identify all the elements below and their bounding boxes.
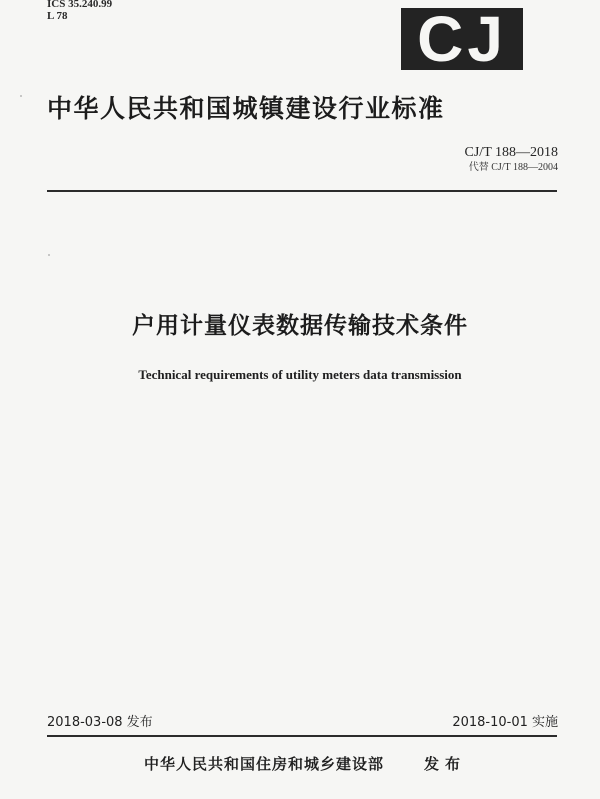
replaces-standard: 代替 CJ/T 188—2004: [468, 162, 558, 173]
standard-category-title: 中华人民共和国城镇建设行业标准: [47, 94, 445, 123]
standard-number: CJ/T 188—2018: [464, 145, 558, 160]
cj-logo: [401, 3, 523, 75]
ics-code: ICS 35.240.99: [47, 0, 113, 10]
issue-date: 2018-03-08 发布: [47, 715, 153, 730]
top-divider: [47, 190, 557, 192]
document-title-chinese: 户用计量仪表数据传输技术条件: [132, 313, 468, 339]
classification-code: L 78: [47, 10, 68, 22]
implementation-date: 2018-10-01 实施: [452, 715, 558, 730]
publish-label: 发布: [424, 755, 467, 773]
scan-speck: [20, 95, 22, 97]
scan-speck: [48, 254, 50, 256]
publisher-name: 中华人民共和国住房和城乡建设部: [144, 755, 385, 773]
logo-text: CJ: [417, 3, 507, 75]
bottom-divider: [47, 735, 557, 737]
document-title-english: Technical requirements of utility meters data transmission: [138, 367, 462, 382]
